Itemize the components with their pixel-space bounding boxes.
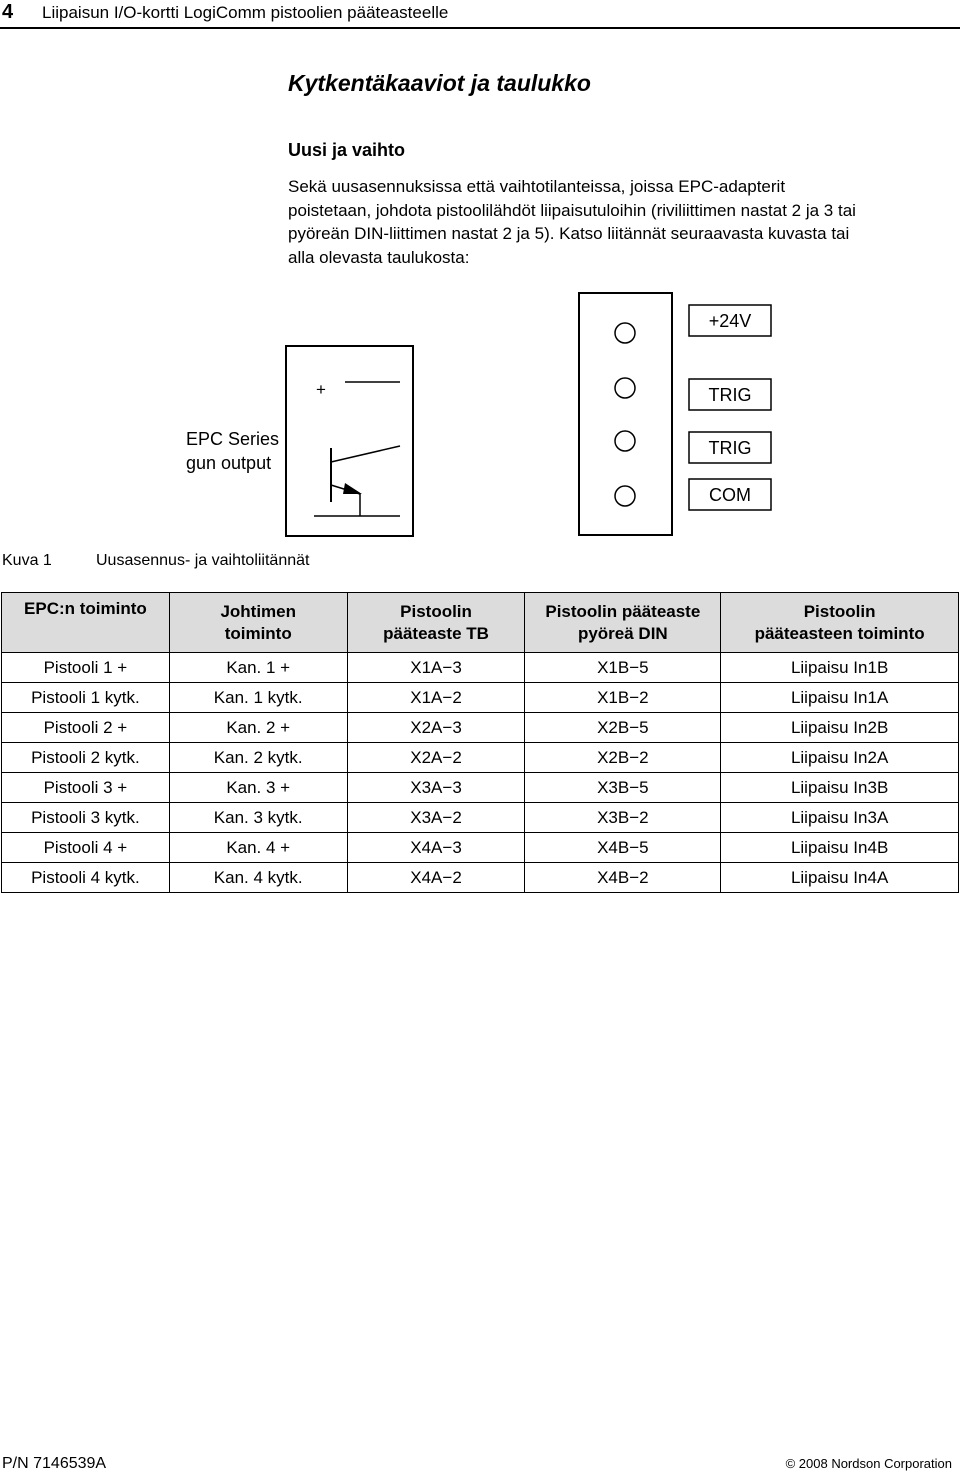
figure-caption: Uusasennus- ja vaihtoliitännät: [96, 552, 310, 569]
cell-driver-function: Liipaisu In3A: [721, 803, 959, 833]
cell-epc-function: Pistooli 2 +: [2, 713, 170, 743]
copyright: © 2008 Nordson Corporation: [785, 1456, 952, 1471]
epc-output-box: [286, 346, 413, 536]
cell-epc-function: Pistooli 2 kytk.: [2, 743, 170, 773]
cell-tb: X3A−2: [347, 803, 525, 833]
cell-tb: X1A−3: [347, 653, 525, 683]
cell-din: X2B−5: [525, 713, 721, 743]
table-row: [2, 863, 959, 893]
cell-tb: X4A−3: [347, 833, 525, 863]
cell-driver-function: Liipaisu In1A: [721, 683, 959, 713]
body-line: poistetaan, johdota pistoolilähdöt liipaisutuloihin (riviliittimen nastat 2 ja 3 tai: [288, 200, 856, 220]
cell-epc-function: Pistooli 1 kytk.: [2, 683, 170, 713]
cell-din: X1B−5: [525, 653, 721, 683]
body-line: Sekä uusasennuksissa että vaihtotilanteissa, joissa EPC-adapterit: [288, 177, 786, 196]
cell-wire-function: Kan. 2 kytk.: [169, 743, 347, 773]
pin-2: [615, 378, 635, 398]
cell-driver-function: Liipaisu In4B: [721, 833, 959, 863]
section-title: Kytkentäkaaviot ja taulukko: [288, 70, 591, 96]
cell-epc-function: Pistooli 3 +: [2, 773, 170, 803]
cell-wire-function: Kan. 4 +: [169, 833, 347, 863]
cell-wire-function: Kan. 4 kytk.: [169, 863, 347, 893]
cell-wire-function: Kan. 1 +: [169, 653, 347, 683]
cell-wire-function: Kan. 3 kytk.: [169, 803, 347, 833]
header-rule: [0, 27, 960, 29]
terminal-label-com: COM: [709, 485, 751, 505]
cell-tb: X4A−2: [347, 863, 525, 893]
pin-1: [615, 323, 635, 343]
page-header: [0, 0, 960, 30]
table-row: [2, 833, 959, 863]
cell-tb: X2A−3: [347, 713, 525, 743]
body-paragraph: [288, 175, 960, 269]
header-gun-driver-din: Pistoolin pääteaste pyöreä DIN: [525, 593, 721, 653]
cell-din: X3B−2: [525, 803, 721, 833]
cell-din: X2B−2: [525, 743, 721, 773]
header-gun-driver-tb: Pistoolin pääteaste TB: [347, 593, 525, 653]
cell-wire-function: Kan. 3 +: [169, 773, 347, 803]
epc-label-line1: EPC Series: [186, 429, 280, 449]
header-epc-function: EPC:n toiminto: [2, 593, 170, 653]
cell-din: X1B−2: [525, 683, 721, 713]
connection-table: [1, 592, 959, 893]
table-row: [2, 653, 959, 683]
pin-4: [615, 486, 635, 506]
cell-din: X4B−2: [525, 863, 721, 893]
page-number: 4: [2, 1, 14, 23]
cell-epc-function: Pistooli 1 +: [2, 653, 170, 683]
connector-box: [579, 293, 672, 535]
figure-label: Kuva 1: [2, 552, 52, 569]
cell-tb: X3A−3: [347, 773, 525, 803]
table-row: [2, 683, 959, 713]
plus-label: +: [316, 380, 326, 399]
cell-tb: X1A−2: [347, 683, 525, 713]
cell-din: X4B−5: [525, 833, 721, 863]
section-subtitle: Uusi ja vaihto: [288, 140, 406, 160]
cell-driver-function: Liipaisu In1B: [721, 653, 959, 683]
header-wire-function: Johtimen toiminto: [169, 593, 347, 653]
cell-epc-function: Pistooli 4 +: [2, 833, 170, 863]
table-row: [2, 743, 959, 773]
cell-epc-function: Pistooli 4 kytk.: [2, 863, 170, 893]
body-line: alla olevasta taulukosta:: [288, 247, 470, 267]
header-title: Liipaisun I/O-kortti LogiComm pistoolien pääteasteelle: [42, 3, 449, 22]
cell-driver-function: Liipaisu In2A: [721, 743, 959, 773]
emitter-arrow: [343, 483, 362, 494]
table-row: [2, 803, 959, 833]
cell-epc-function: Pistooli 3 kytk.: [2, 803, 170, 833]
cell-wire-function: Kan. 2 +: [169, 713, 347, 743]
cell-driver-function: Liipaisu In2B: [721, 713, 959, 743]
part-number: P/N 7146539A: [2, 1455, 107, 1472]
terminal-label-24v: +24V: [708, 311, 752, 331]
cell-driver-function: Liipaisu In4A: [721, 863, 959, 893]
table-row: [2, 713, 959, 743]
header-gun-driver-function: Pistoolin pääteasteen toiminto: [721, 593, 959, 653]
transistor-collector: [331, 446, 400, 462]
table-row: [2, 773, 959, 803]
epc-label-line2: gun output: [186, 453, 272, 473]
wiring-diagram: [0, 280, 960, 550]
table-header-row: [2, 593, 959, 653]
terminal-label-trig-2: TRIG: [708, 438, 752, 458]
cell-wire-function: Kan. 1 kytk.: [169, 683, 347, 713]
cell-driver-function: Liipaisu In3B: [721, 773, 959, 803]
cell-din: X3B−5: [525, 773, 721, 803]
pin-3: [615, 431, 635, 451]
body-line: pyöreän DIN-liittimen nastat 2 ja 5). Katso liitännät seuraavasta kuvasta tai: [288, 224, 850, 243]
terminal-label-trig-1: TRIG: [708, 385, 752, 405]
cell-tb: X2A−2: [347, 743, 525, 773]
